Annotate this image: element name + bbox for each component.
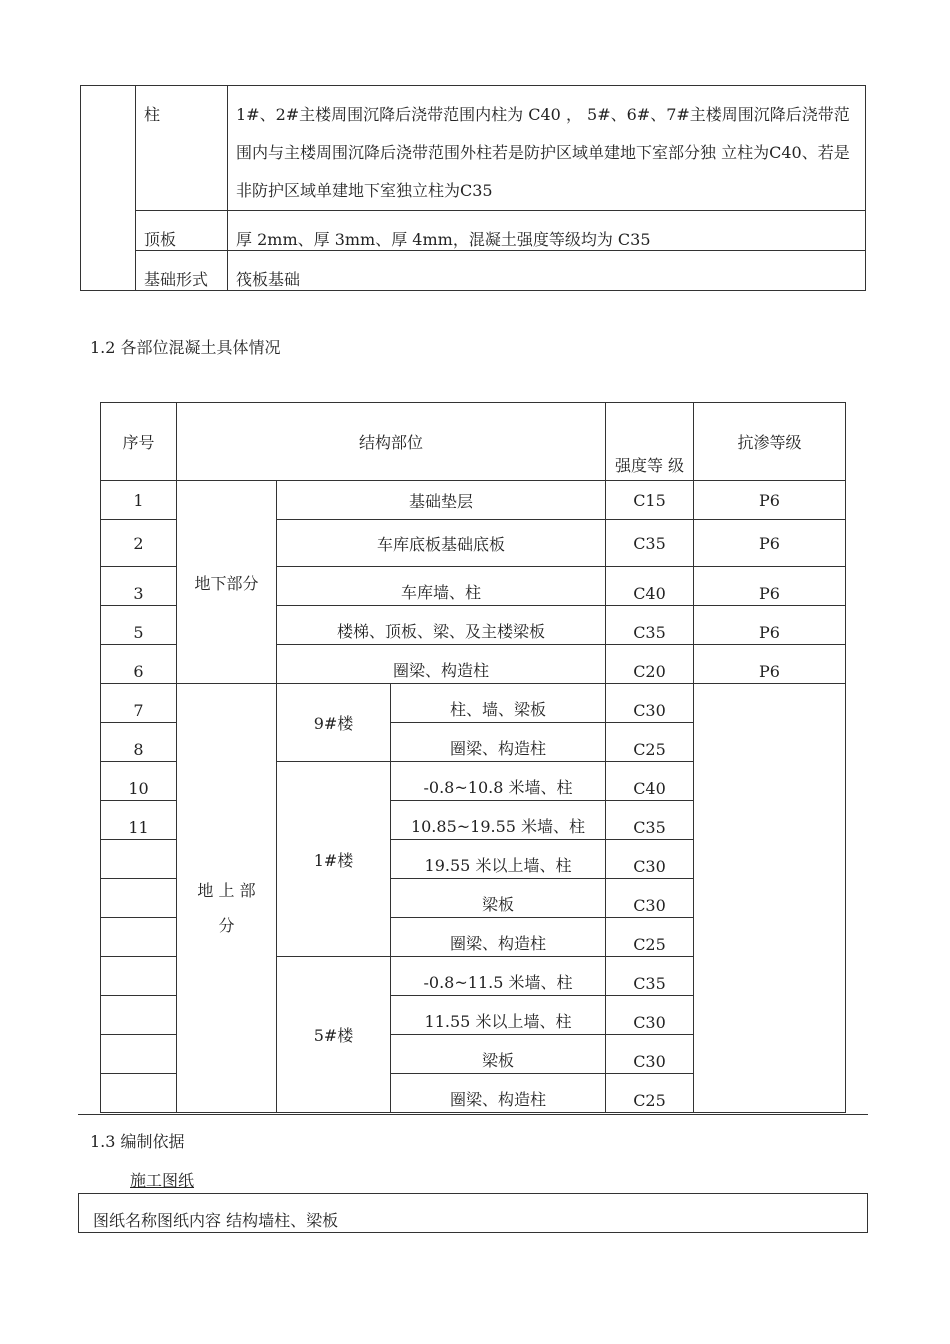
table-cell-seq: 11 [101, 801, 177, 840]
table-cell-seep: P6 [694, 481, 846, 520]
table-cell-seq [101, 1035, 177, 1074]
table-cell-seep: P6 [694, 520, 846, 567]
table-cell-grade: C35 [606, 957, 694, 996]
table-cell-seq [101, 1074, 177, 1113]
table-cell-seq: 2 [101, 520, 177, 567]
table-cell-part: 柱、墙、梁板 [391, 684, 606, 723]
table-cell-part: 19.55 米以上墙、柱 [391, 840, 606, 879]
drawings-title: 施工图纸 [130, 1171, 195, 1190]
table-cell-part: 10.85~19.55 米墙、柱 [391, 801, 606, 840]
table-cell-grade: C25 [606, 723, 694, 762]
table-cell-grade: C25 [606, 1074, 694, 1113]
table-cell-grade: C25 [606, 918, 694, 957]
table-cell-seep: P6 [694, 606, 846, 645]
table-cell-seq [101, 879, 177, 918]
table-cell-grade: C35 [606, 801, 694, 840]
table-cell-seep: P6 [694, 567, 846, 606]
header-grade: 强度等 级 [606, 403, 694, 481]
section-heading-1-3: 1.3 编制依据 [90, 1132, 185, 1151]
table-cell-grade: C35 [606, 606, 694, 645]
table-cell-part: 车库底板基础底板 [277, 520, 606, 567]
top-row-label: 柱 [136, 86, 228, 211]
table-cell-seq [101, 840, 177, 879]
aboveground-label-line1: 地 上 部 [197, 881, 256, 900]
underground-label: 地下部分 [177, 481, 277, 684]
table-cell-part: 梁板 [391, 879, 606, 918]
table-cell-part: 梁板 [391, 1035, 606, 1074]
table-cell-part: 圈梁、构造柱 [391, 723, 606, 762]
table-cell-part: 基础垫层 [277, 481, 606, 520]
aboveground-label-line2: 分 [218, 916, 235, 935]
table-cell-grade: C35 [606, 520, 694, 567]
table-cell-grade: C30 [606, 840, 694, 879]
table-cell-part: 楼梯、顶板、梁、及主楼梁板 [277, 606, 606, 645]
top-row-text: 厚 2mm、厚 3mm、厚 4mm，混凝土强度等级均为 C35 [228, 211, 866, 251]
table-cell-seq: 1 [101, 481, 177, 520]
table-cell-grade: C30 [606, 879, 694, 918]
drawings-box [78, 1193, 868, 1233]
table-cell-grade: C30 [606, 1035, 694, 1074]
table-cell-part: -0.8~11.5 米墙、柱 [391, 957, 606, 996]
section-heading-1-2: 1.2 各部位混凝土具体情况 [90, 338, 281, 357]
top-row-text: 筏板基础 [228, 251, 866, 291]
table-cell-seq: 10 [101, 762, 177, 801]
table-cell-grade: C30 [606, 684, 694, 723]
table-cell-grade: C15 [606, 481, 694, 520]
table-cell-seq: 7 [101, 684, 177, 723]
table-cell-seq: 5 [101, 606, 177, 645]
header-seq: 序号 [101, 403, 177, 481]
table-cell-seq [101, 957, 177, 996]
table-cell-grade: C40 [606, 762, 694, 801]
table-cell-part: 车库墙、柱 [277, 567, 606, 606]
aboveground-seep-blank [694, 684, 846, 1113]
top-row-text: 1#、2#主楼周围沉降后浇带范围内柱为 C40 ， 5#、6#、7#主楼周围沉降后浇带范围内与主楼周围沉降后浇带范围外柱若是防护区域单建地下室部分独 立柱为C40、若是非防护区域单建地下室独立柱为C35 [228, 86, 866, 211]
table-cell-part: 圈梁、构造柱 [391, 1074, 606, 1113]
top-row-label: 基础形式 [136, 251, 228, 291]
top-table-blank-cell [81, 86, 136, 291]
aboveground-label [177, 684, 277, 1113]
table-cell-part: 11.55 米以上墙、柱 [391, 996, 606, 1035]
top-table [80, 85, 866, 291]
table-cell-grade: C40 [606, 567, 694, 606]
table-cell-seq [101, 996, 177, 1035]
table-cell-part: 圈梁、构造柱 [391, 918, 606, 957]
table-cell-part: -0.8~10.8 米墙、柱 [391, 762, 606, 801]
building-label: 9#楼 [277, 684, 391, 762]
table-cell-seq [101, 918, 177, 957]
table-cell-grade: C20 [606, 645, 694, 684]
drawings-box-text: 图纸名称图纸内容 结构墙柱、梁板 [93, 1211, 339, 1230]
table-cell-seep: P6 [694, 645, 846, 684]
table-cell-seq: 3 [101, 567, 177, 606]
top-row-label: 顶板 [136, 211, 228, 251]
concrete-table [100, 402, 846, 1113]
header-part: 结构部位 [177, 403, 606, 481]
building-label: 5#楼 [277, 957, 391, 1113]
table-cell-seq: 6 [101, 645, 177, 684]
header-seep: 抗渗等级 [694, 403, 846, 481]
table-bottom-rule [78, 1114, 868, 1115]
table-cell-part: 圈梁、构造柱 [277, 645, 606, 684]
table-cell-grade: C30 [606, 996, 694, 1035]
table-cell-seq: 8 [101, 723, 177, 762]
building-label: 1#楼 [277, 762, 391, 957]
